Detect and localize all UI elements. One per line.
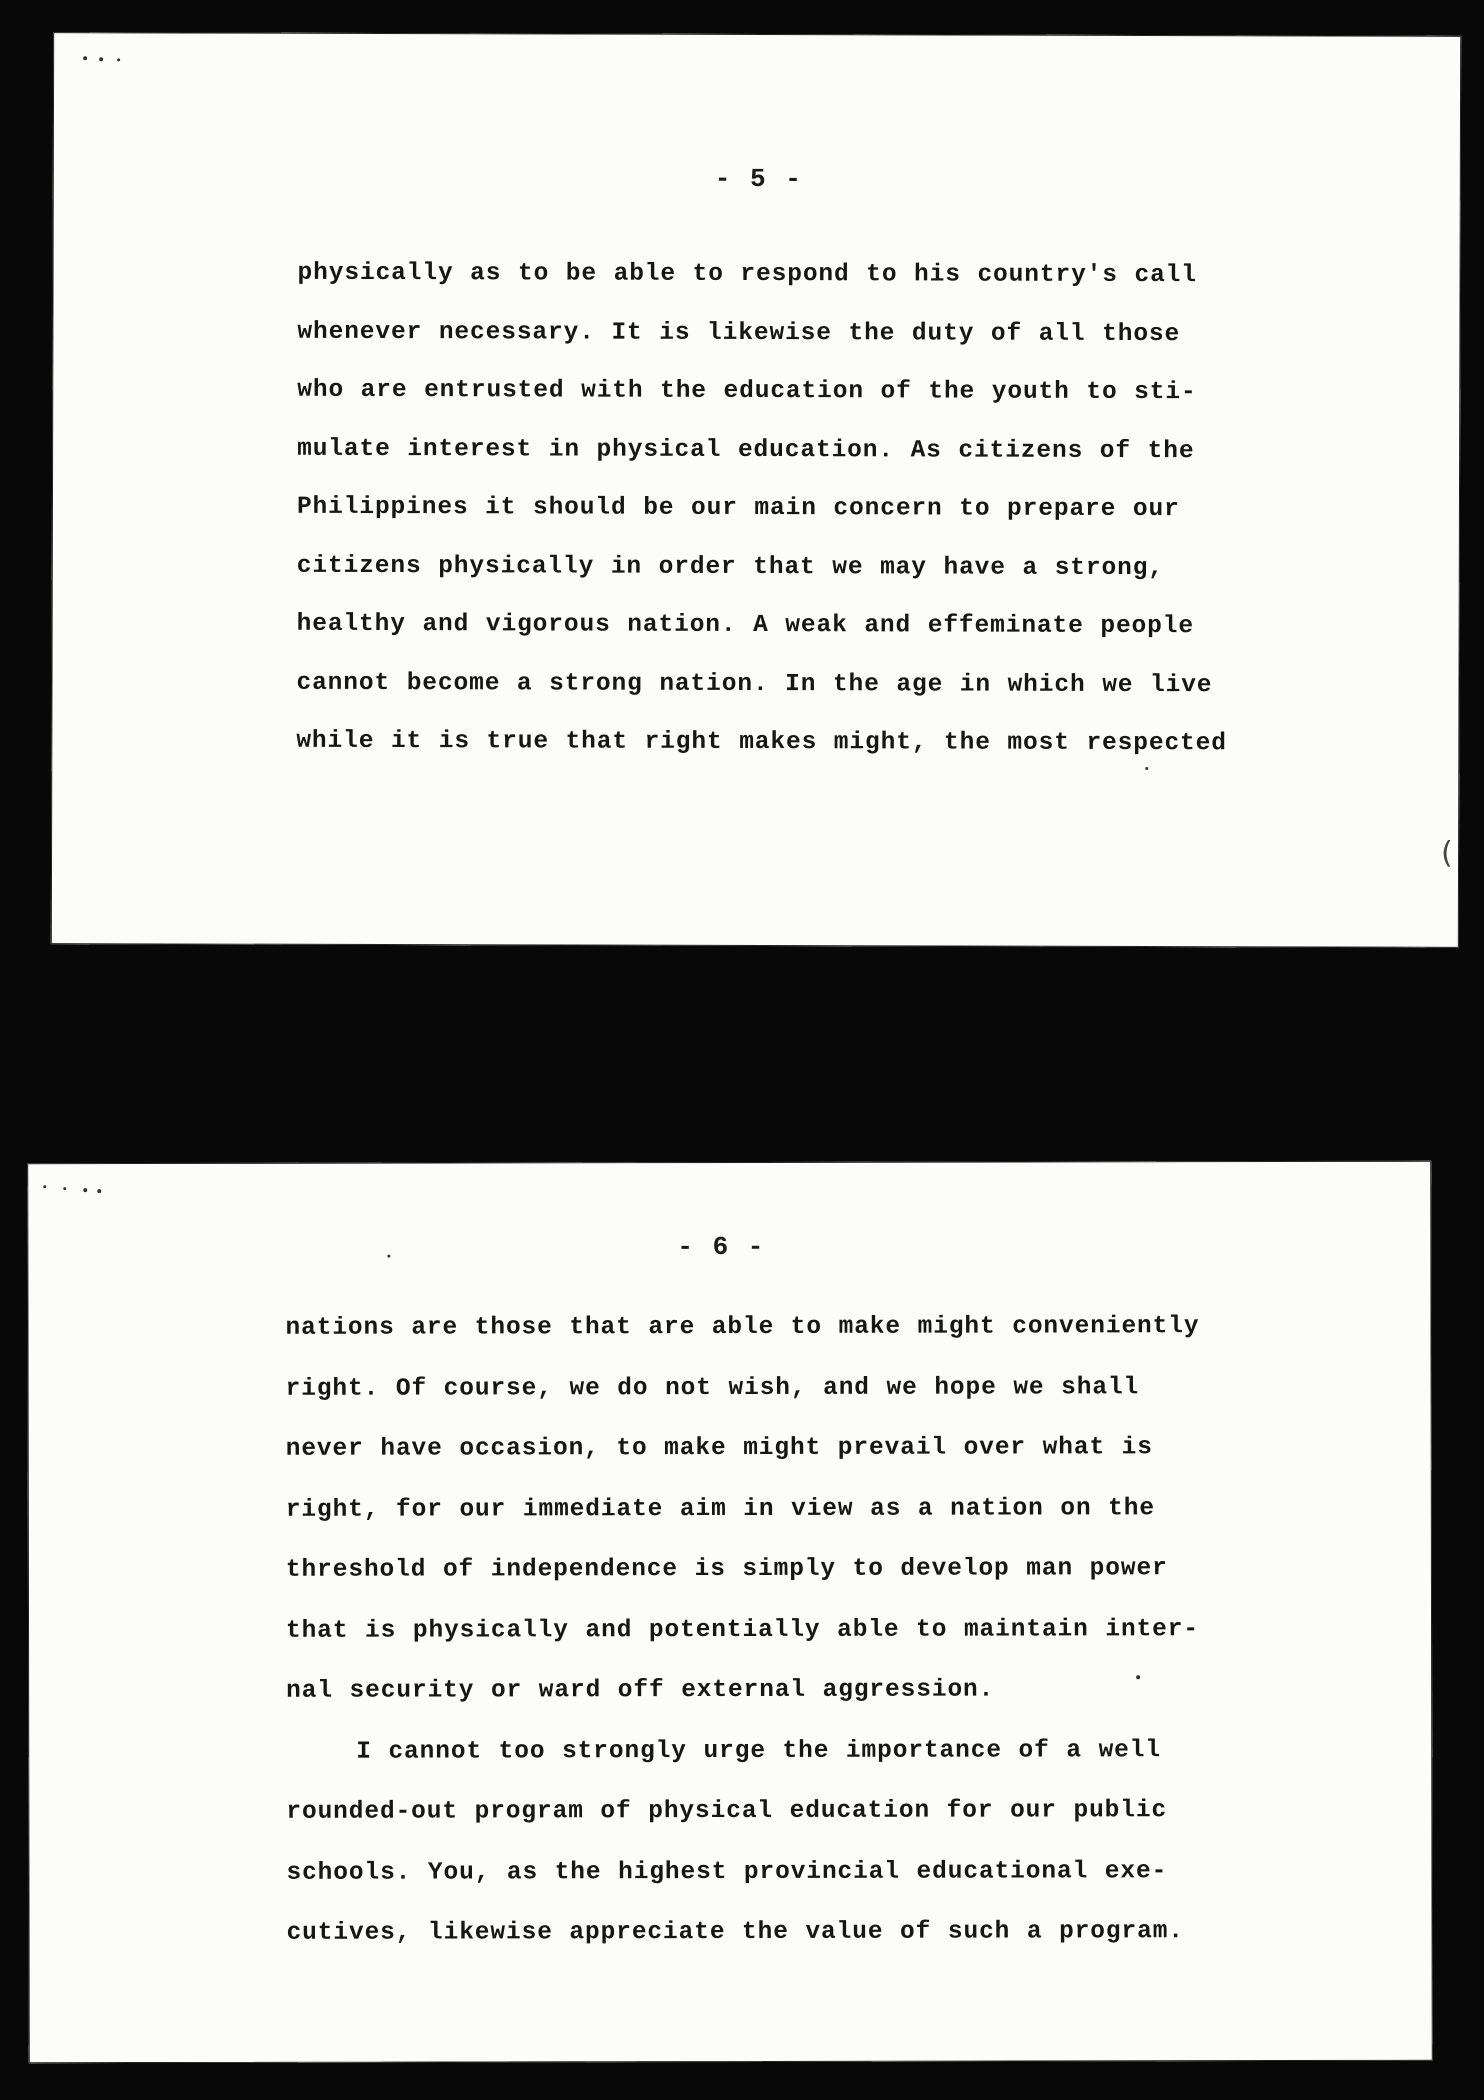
text-line: never have occasion, to make might prevail over what is	[285, 1434, 1153, 1463]
typed-paragraph	[285, 1297, 1200, 1964]
scan-speck	[117, 58, 120, 61]
scan-speck	[97, 1189, 101, 1193]
text-line: who are entrusted with the education of the youth to sti-	[297, 376, 1197, 407]
scan-speck	[99, 57, 103, 61]
text-line: that is physically and potentially able to maintain inter-	[286, 1615, 1200, 1645]
text-line: healthy and vigorous nation. A weak and effeminate people	[296, 610, 1195, 641]
text-line: physically as to be able to respond to his country's call	[297, 259, 1197, 290]
scan-speck	[63, 1187, 66, 1190]
text-line: I cannot too strongly urge the importance of a well	[356, 1736, 1161, 1766]
text-line: whenever necessary. It is likewise the duty of all those	[297, 318, 1181, 348]
scan-speck	[83, 56, 87, 60]
text-line: threshold of independence is simply to develop man power	[285, 1555, 1168, 1584]
text-line: nal security or ward off external aggression.	[286, 1676, 995, 1705]
text-line: mulate interest in physical education. As citizens of the	[297, 435, 1195, 465]
text-line: right. Of course, we do not wish, and we hope we shall	[285, 1373, 1140, 1403]
text-line: while it is true that right makes might, the most respected	[296, 727, 1227, 758]
scan-speck	[43, 1185, 46, 1188]
typed-paragraph	[296, 245, 1228, 774]
text-line: schools. You, as the highest provincial educational exe-	[286, 1857, 1168, 1887]
scan-speck	[387, 1255, 390, 1258]
text-line: right, for our immediate aim in view as a nation on the	[285, 1494, 1155, 1524]
text-line: citizens physically in order that we may have a strong,	[296, 552, 1164, 582]
edge-smudge: (	[1441, 835, 1453, 871]
scan-speck	[83, 1188, 87, 1192]
text-line: rounded-out program of physical education for our public	[286, 1797, 1168, 1826]
text-line: nations are those that are able to make might conveniently	[285, 1313, 1200, 1342]
page-number: - 5 -	[714, 163, 803, 195]
text-line: cannot become a strong nation. In the age in which we live	[296, 669, 1213, 699]
text-line: Philippines it should be our main concern to prepare our	[296, 493, 1180, 524]
document-page-5	[51, 32, 1461, 948]
page-number: - 6 -	[677, 1231, 766, 1263]
text-line: cutives, likewise appreciate the value of such a program.	[286, 1918, 1184, 1947]
document-page-6	[27, 1161, 1433, 2063]
